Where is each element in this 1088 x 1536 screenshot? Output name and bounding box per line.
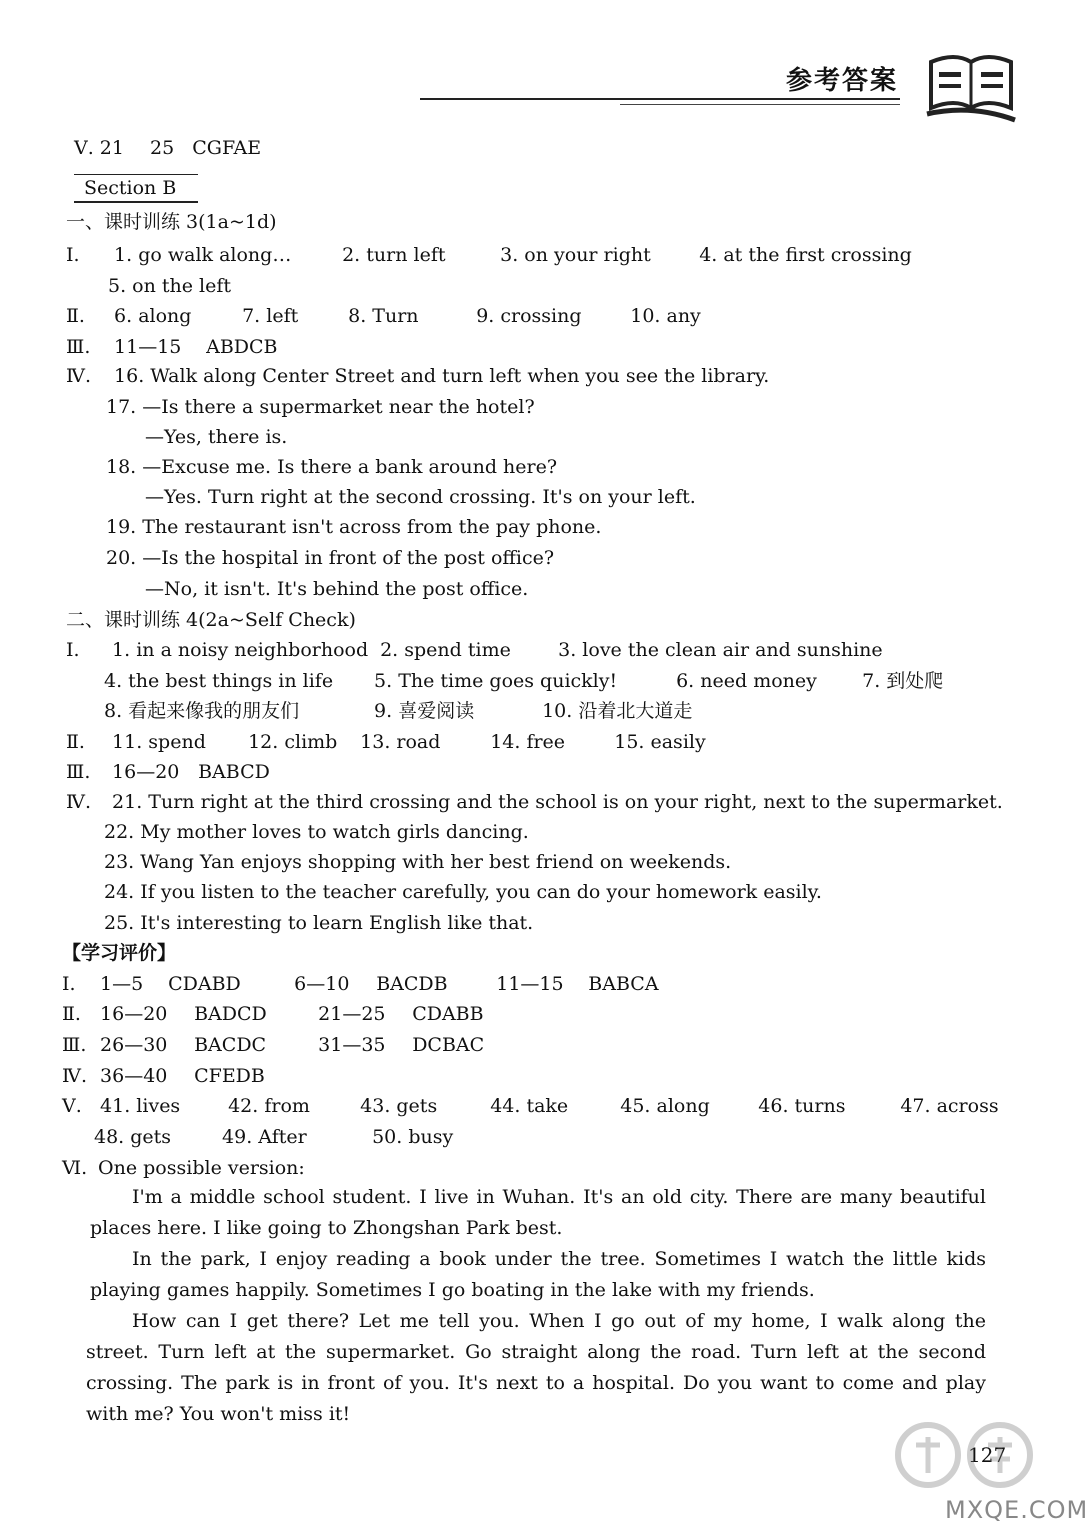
answer-letters: DCBAC	[412, 1034, 485, 1056]
answer-item: 1. in a noisy neighborhood	[112, 639, 369, 661]
top-line-answer: CGFAE	[192, 137, 262, 159]
lesson3-part3	[66, 335, 278, 359]
lesson4-part3	[66, 760, 270, 784]
answer-sentence: —Yes. Turn right at the second crossing. It's on your left.	[145, 486, 696, 508]
lesson3-title: 一、课时训练 3(1a~1d)	[66, 211, 277, 233]
answer-sentence: 22. My mother loves to watch girls dancing.	[104, 821, 529, 843]
answer-range: 36—40	[100, 1065, 168, 1087]
answer-item: 2. turn left	[342, 244, 446, 266]
evaluation-part6-intro	[62, 1156, 305, 1180]
answer-item: 13. road	[360, 731, 441, 753]
lesson4-part1-row1	[66, 638, 883, 662]
answer-sentence: 16. Walk along Center Street and turn left when you see the library.	[114, 365, 770, 387]
answer-sentence: 25. It's interesting to learn English like that.	[104, 912, 534, 934]
evaluation-title: 【学习评价】	[62, 942, 177, 964]
answer-item: 3. on your right	[500, 244, 651, 266]
evaluation-part3	[62, 1033, 484, 1057]
lesson4-part1-row3	[104, 699, 692, 723]
lesson3-part2	[66, 304, 701, 328]
part-number: Ⅳ.	[66, 791, 92, 813]
top-line-label: Ⅴ. 21	[74, 137, 124, 159]
answer-item: 10. 沿着北大道走	[542, 700, 693, 722]
composition-paragraph: I'm a middle school student. I live in Wuhan. It's an old city. There are many beautiful places here. I like going to Zhongshan Park best.	[90, 1186, 986, 1239]
composition-paragraph: How can I get there? Let me tell you. When I go out of my home, I walk along the street. Turn left at the supermarket. Go straight along the road. Turn left at the second crossing. The park is in front of you. It's next to a hospital. Do you want to come and play with me? You won't miss it!	[86, 1310, 986, 1425]
answer-range: 6—10	[294, 973, 350, 995]
answer-item: 10. any	[630, 305, 701, 327]
part-number: Ⅵ.	[62, 1157, 88, 1179]
evaluation-part5-row2	[94, 1125, 453, 1149]
lesson4-title: 二、课时训练 4(2a~Self Check)	[66, 609, 356, 631]
evaluation-part2	[62, 1002, 484, 1026]
header-rule	[420, 98, 900, 100]
answer-range: 21—25	[318, 1003, 386, 1025]
answer-range: 11—15	[114, 336, 182, 358]
lesson4-part4-line	[66, 790, 1003, 814]
answer-item: 50. busy	[372, 1126, 454, 1148]
lesson3-part1-row1	[66, 243, 912, 267]
answer-item: 6. need money	[676, 670, 817, 692]
watermark-text: MXQE.COM	[945, 1496, 1088, 1524]
answer-letters: BADCD	[194, 1003, 267, 1025]
answer-letters: BABCD	[198, 761, 270, 783]
answer-item: 8. Turn	[348, 305, 419, 327]
answer-item: 9. 喜爱阅读	[374, 700, 475, 722]
answer-sentence: 23. Wang Yan enjoys shopping with her best friend on weekends.	[104, 851, 732, 873]
answer-item: 2. spend time	[380, 639, 511, 661]
answer-item: 48. gets	[94, 1126, 172, 1148]
answer-item: 6. along	[114, 305, 192, 327]
answer-sentence: 24. If you listen to the teacher carefully, you can do your homework easily.	[104, 881, 822, 903]
part-number: Ⅲ.	[66, 761, 91, 783]
answer-letters: CDABB	[412, 1003, 484, 1025]
part-number: Ⅱ.	[62, 1003, 81, 1025]
answer-range: 16—20	[100, 1003, 168, 1025]
evaluation-part1	[62, 972, 659, 996]
answer-item: 49. After	[222, 1126, 307, 1148]
answer-sentence: 17. —Is there a supermarket near the hotel?	[106, 396, 535, 418]
evaluation-part4	[62, 1064, 265, 1088]
answer-item: 15. easily	[614, 731, 706, 753]
part-number: Ⅳ.	[62, 1065, 88, 1087]
answer-item: 14. free	[490, 731, 566, 753]
top-line-range-end: 25	[150, 137, 175, 159]
part-number: Ⅳ.	[66, 365, 92, 387]
evaluation-part5-row1	[62, 1094, 999, 1118]
answer-item: 5. on the left	[108, 275, 232, 297]
answer-item: 47. across	[900, 1095, 999, 1117]
lesson3-part4-line	[66, 364, 769, 388]
part-number: Ⅱ.	[66, 731, 85, 753]
composition-intro: One possible version:	[98, 1157, 305, 1179]
header-title: 参考答案	[786, 66, 899, 96]
lesson3-part1-row2	[108, 274, 231, 298]
part-number: Ⅲ.	[66, 336, 91, 358]
answer-item: 8. 看起来像我的朋友们	[104, 700, 300, 722]
answer-letters: BABCA	[588, 973, 659, 995]
answer-item: 46. turns	[758, 1095, 846, 1117]
part-number: Ⅴ.	[62, 1095, 82, 1117]
answer-sentence: 19. The restaurant isn't across from the pay phone.	[106, 516, 602, 538]
answer-sentence: 21. Turn right at the third crossing and the school is on your right, next to the supermarket.	[112, 791, 1003, 813]
answer-sentence: 20. —Is the hospital in front of the post office?	[106, 547, 555, 569]
answer-range: 11—15	[496, 973, 564, 995]
part-number: Ⅰ.	[66, 244, 80, 266]
answer-sentence: —Yes, there is.	[145, 426, 288, 448]
header-rule-thin	[620, 104, 900, 105]
answer-item: 4. at the first crossing	[699, 244, 912, 266]
answer-range: 26—30	[100, 1034, 168, 1056]
answer-item: 44. take	[490, 1095, 569, 1117]
answer-range: 1—5	[100, 973, 144, 995]
answer-item: 45. along	[620, 1095, 710, 1117]
answer-item: 9. crossing	[476, 305, 582, 327]
section-heading: Section B	[74, 174, 198, 203]
answer-sentence: 18. —Excuse me. Is there a bank around here?	[106, 456, 558, 478]
answer-range: 31—35	[318, 1034, 386, 1056]
answer-item: 4. the best things in life	[104, 670, 334, 692]
answer-item: 42. from	[228, 1095, 310, 1117]
lesson4-part1-row2	[104, 669, 943, 693]
answer-letters: BACDC	[194, 1034, 267, 1056]
answer-item: 7. 到处爬	[862, 670, 944, 692]
answer-range: 16—20	[112, 761, 180, 783]
answer-letters: CFEDB	[194, 1065, 265, 1087]
lesson4-part2	[66, 730, 706, 754]
answer-item: 11. spend	[112, 731, 206, 753]
answer-item: 41. lives	[100, 1095, 181, 1117]
answer-letters: CDABD	[168, 973, 241, 995]
answer-item: 1. go walk along…	[114, 244, 292, 266]
answer-item: 12. climb	[248, 731, 338, 753]
answer-letters: BACDB	[376, 973, 448, 995]
composition-paragraph: In the park, I enjoy reading a book under the tree. Sometimes I watch the little kids playing games happily. Sometimes I go boating in the lake with my friends.	[90, 1248, 986, 1301]
answer-item: 7. left	[242, 305, 299, 327]
part-number: Ⅱ.	[66, 305, 85, 327]
page-number: 127	[968, 1443, 1007, 1467]
top-answer-line	[74, 136, 261, 160]
answer-item: 43. gets	[360, 1095, 438, 1117]
answer-item: 5. The time goes quickly!	[374, 670, 618, 692]
answer-letters: ABDCB	[206, 336, 278, 358]
part-number: Ⅲ.	[62, 1034, 87, 1056]
part-number: Ⅰ.	[62, 973, 76, 995]
answer-item: 3. love the clean air and sunshine	[558, 639, 883, 661]
answer-sentence: —No, it isn't. It's behind the post office.	[145, 578, 529, 600]
part-number: Ⅰ.	[66, 639, 80, 661]
book-emblem-icon	[925, 48, 1017, 126]
